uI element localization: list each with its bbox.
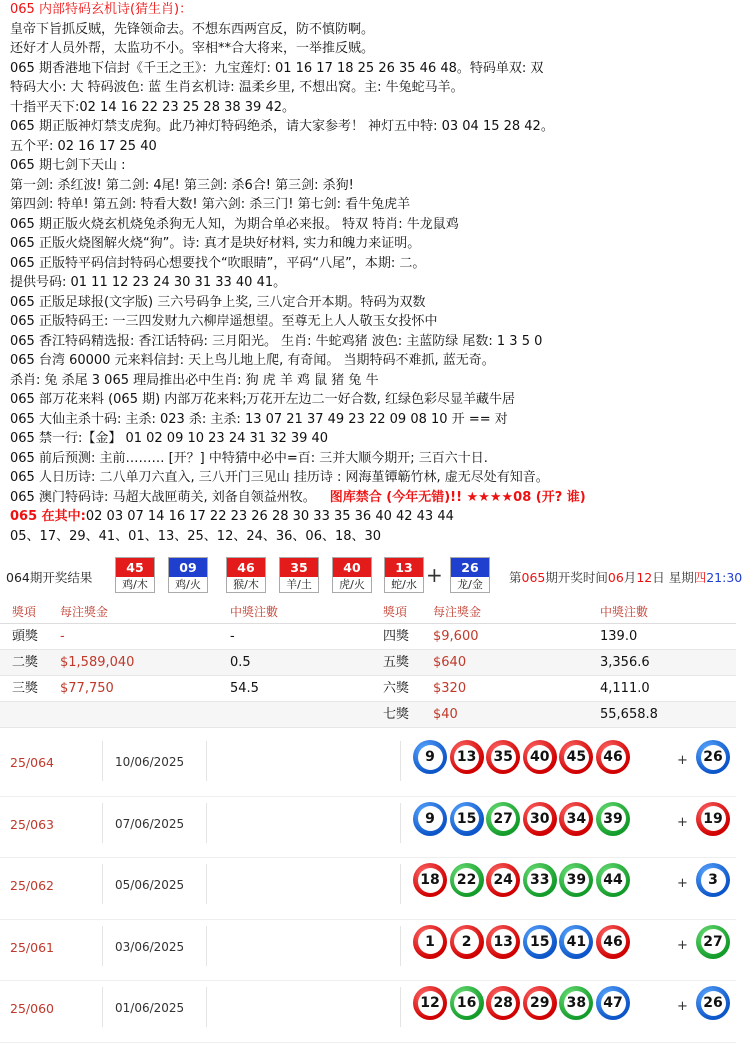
forecast-line-text: 02 03 07 14 16 17 22 23 26 28 30 33 35 36 40 42 43 44: [85, 509, 454, 524]
forecast-line: [10, 117, 730, 137]
prize-cell: -: [60, 629, 65, 644]
lottery-ball-number: 1: [418, 929, 443, 954]
plus-icon: +: [677, 814, 688, 830]
forecast-line: [10, 527, 730, 547]
plus-icon: +: [677, 999, 688, 1015]
column-divider: [102, 803, 103, 843]
prize-header-cell: 獎項: [383, 605, 408, 619]
lottery-ball-number: 3: [701, 868, 726, 893]
prize-cell: 七獎: [383, 707, 410, 722]
forecast-line-text: 第四剑: 特单! 第五剑: 特看大数! 第六剑: 杀三门! 第七剑: 看牛兔虎羊: [10, 197, 411, 212]
lottery-ball-number: 45: [564, 745, 589, 770]
lottery-ball: [450, 802, 484, 836]
column-divider: [102, 926, 103, 966]
lottery-ball: [450, 740, 484, 774]
forecast-line-text: 05、17、29、41、01、13、25、12、24、36、06、18、30: [10, 528, 382, 544]
draw-result-bar: [4, 557, 742, 595]
lottery-ball: [559, 802, 593, 836]
forecast-line: [10, 176, 730, 196]
prize-cell: $640: [433, 655, 467, 670]
forecast-line: [10, 137, 730, 157]
forecast-line: [10, 468, 730, 488]
lottery-ball: [450, 986, 484, 1020]
history-balls: [413, 863, 736, 907]
lottery-ball: [450, 925, 484, 959]
lottery-ball-number: 9: [418, 806, 443, 831]
result-ball-number: 09: [169, 558, 207, 577]
prize-table-row: [0, 624, 736, 650]
forecast-line-text: 特码大小: 大 特码波色: 蓝 生肖玄机诗: 温柔乡里, 不想出窝。主: 牛兔蛇马羊。: [10, 80, 464, 95]
column-divider: [400, 987, 401, 1027]
lottery-ball-number: 27: [701, 929, 726, 954]
special-ball-zodiac: 龙/金: [457, 578, 483, 591]
result-ball-tile: [168, 557, 208, 593]
forecast-line-text: 065 澳门特码诗: 马超大战匣萌关, 刘备自领益州牧。: [10, 489, 316, 505]
prize-cell: $9,600: [433, 629, 479, 644]
prize-cell: 4,111.0: [600, 681, 650, 696]
forecast-line: [10, 507, 730, 527]
lottery-ball-number: 33: [527, 868, 552, 893]
lottery-ball: [523, 986, 557, 1020]
prize-cell: 0.5: [230, 655, 251, 670]
prize-cell: $1,589,040: [60, 655, 135, 670]
draw-history-list: [0, 735, 736, 1043]
history-row: [0, 981, 736, 1043]
forecast-line: [10, 78, 730, 98]
history-date: 10/06/2025: [115, 755, 185, 769]
forecast-line-text: 皇帝下旨抓反贼，先锋领命去。不想东西两宫反，防不慎防啊。: [10, 21, 375, 37]
column-divider: [400, 926, 401, 966]
prize-header-cell: 每注獎金: [433, 605, 482, 619]
column-divider: [400, 803, 401, 843]
lottery-ball: [596, 986, 630, 1020]
column-divider: [206, 803, 207, 843]
lottery-ball: [486, 740, 520, 774]
lottery-ball: [413, 986, 447, 1020]
lottery-ball: [523, 925, 557, 959]
lottery-ball-number: 2: [454, 929, 479, 954]
forecast-line-text: 065 部万花来料 (065 期) 内部万花来料;万花开左边二一好合数, 红绿色彩尽显羊藏牛居: [10, 392, 515, 407]
result-ball-zodiac: 虎/火: [339, 578, 365, 591]
history-date: 01/06/2025: [115, 1001, 185, 1016]
forecast-line: [10, 390, 730, 410]
prize-header-cell: 中獎注數: [230, 605, 279, 619]
prize-table: [0, 600, 736, 728]
forecast-line-text: 五个平: 02 16 17 25 40: [10, 138, 157, 154]
column-divider: [206, 864, 207, 904]
lottery-ball: [523, 863, 557, 897]
forecast-line: [10, 59, 730, 79]
lottery-ball: [413, 802, 447, 836]
history-row: [0, 735, 736, 797]
forecast-line: [10, 351, 730, 371]
lottery-ball: [486, 802, 520, 836]
forecast-text-block: [10, 0, 730, 546]
draw-result-label: 064期开奖结果: [6, 570, 93, 585]
special-lottery-ball: [696, 925, 730, 959]
lottery-ball-number: 39: [564, 868, 589, 893]
history-balls: [413, 802, 736, 846]
forecast-line-text: 065 期正版火烧玄机烧兔杀狗无人知，为期合单必来报。 特双 特肖: 牛龙鼠鸡: [10, 216, 459, 232]
prize-cell: 頭獎: [12, 629, 39, 644]
forecast-line: [10, 156, 730, 176]
result-ball-number: 35: [280, 558, 318, 577]
lottery-ball-number: 15: [454, 806, 479, 831]
history-issue: 25/062: [10, 878, 54, 894]
result-ball-zodiac: 蛇/水: [391, 578, 417, 591]
prize-table-row: [0, 676, 736, 702]
special-lottery-ball: [696, 863, 730, 897]
forecast-line: [10, 98, 730, 118]
forecast-line: [10, 215, 730, 235]
result-ball-number: 46: [227, 558, 265, 577]
lottery-ball: [559, 986, 593, 1020]
lottery-ball-number: 40: [527, 745, 552, 770]
forecast-line: [10, 20, 730, 40]
forecast-line: [10, 0, 730, 20]
lottery-ball-number: 19: [701, 806, 726, 831]
prize-cell: 54.5: [230, 681, 259, 696]
lottery-ball: [523, 740, 557, 774]
lottery-ball: [486, 925, 520, 959]
result-ball-zodiac: 羊/土: [286, 578, 312, 591]
prize-table-row: [0, 702, 736, 728]
lottery-ball: [523, 802, 557, 836]
lottery-ball-number: 44: [601, 868, 626, 893]
forecast-line-text: 065 人日历诗: 二八单刀六直入, 三八开门三见山 挂历诗 : 网海堇镡簕竹林, 虚无尽处有知音。: [10, 470, 549, 485]
column-divider: [206, 987, 207, 1027]
lottery-ball-number: 34: [564, 806, 589, 831]
forecast-line-text: 065 前后预测: 主前……… [开？] 中特猜中必中=百: 三并大顺今期开; 三百六十日.: [10, 450, 488, 466]
lottery-ball-number: 38: [564, 991, 589, 1016]
forecast-line-text: 065 期七剑下天山 :: [10, 158, 126, 173]
plus-icon: +: [677, 876, 688, 892]
lottery-ball: [559, 925, 593, 959]
prize-cell: 三獎: [12, 681, 39, 696]
forecast-line-text: 065 香江特码精选报: 香江话特码: 三月阳光。 生肖: 牛蛇鸡猪 波色: 主蓝防绿 尾数: 1 3 5 0: [10, 333, 543, 349]
lottery-ball: [486, 863, 520, 897]
forecast-line-text: 065 台湾 60000 元来料信封: 天上鸟儿地上爬, 有奇闻。 当期特码不难抓, 蓝无奇。: [10, 353, 495, 368]
forecast-line-text: 杀肖: 兔 杀尾 3 065 理局推出必中生肖: 狗 虎 羊 鸡 鼠 猪 兔 牛: [10, 372, 379, 388]
lottery-ball: [559, 740, 593, 774]
prize-header-cell: 獎項: [12, 605, 37, 619]
prize-cell: 139.0: [600, 629, 638, 644]
lottery-ball-number: 13: [491, 929, 516, 954]
lottery-ball-number: 24: [491, 868, 516, 893]
history-row: [0, 858, 736, 920]
lottery-ball-number: 26: [701, 991, 726, 1016]
prize-cell: 二獎: [12, 655, 39, 670]
result-ball-tile: [226, 557, 266, 593]
lottery-ball-number: 15: [527, 929, 552, 954]
lottery-ball: [596, 740, 630, 774]
result-ball-tile: [279, 557, 319, 593]
result-ball-number: 45: [116, 558, 154, 577]
history-issue: 25/060: [10, 1001, 54, 1017]
plus-icon: +: [426, 563, 443, 587]
lottery-ball-number: 39: [601, 806, 626, 831]
forecast-line-text: 第一剑: 杀红波! 第二剑: 4尾! 第三剑: 杀6合! 第三剑: 杀狗!: [10, 177, 354, 193]
result-ball-number: 13: [385, 558, 423, 577]
history-issue: 25/064: [10, 755, 54, 770]
column-divider: [102, 987, 103, 1027]
forecast-line-highlight: 图库禁合 (今年无错)!! ★★★★08 (开? 谁): [329, 489, 586, 505]
lottery-ball: [596, 925, 630, 959]
forecast-line-text: 065 正版特平码信封特码心想要找个“吹眼睛”，平码“八尾”，本期: 二。: [10, 255, 426, 271]
prize-cell: 四獎: [383, 629, 410, 644]
special-ball-number: 26: [451, 558, 489, 577]
special-lottery-ball: [696, 740, 730, 774]
lottery-ball-number: 41: [564, 929, 589, 954]
lottery-ball-number: 22: [454, 868, 479, 893]
column-divider: [206, 741, 207, 781]
result-ball-number: 40: [333, 558, 371, 577]
forecast-line: [10, 488, 730, 508]
lottery-ball-number: 28: [491, 991, 516, 1016]
prize-cell: 3,356.6: [600, 655, 650, 670]
forecast-line-text: 065 内部特码玄机诗(猜生肖)：: [10, 2, 193, 17]
forecast-line-prefix: 065 在其中:: [10, 509, 86, 524]
forecast-line: [10, 273, 730, 293]
column-divider: [102, 864, 103, 904]
forecast-line-text: 065 大仙主杀十码: 主杀: 023 杀: 主杀: 13 07 21 37 49 23 22 09 08 10 开 == 对: [10, 411, 508, 427]
forecast-line: [10, 371, 730, 391]
forecast-line: [10, 312, 730, 332]
prize-header-cell: 每注獎金: [60, 605, 109, 619]
history-balls: [413, 925, 736, 969]
column-divider: [102, 741, 103, 781]
prize-cell: 五獎: [383, 655, 410, 670]
lottery-ball: [413, 925, 447, 959]
history-date: 07/06/2025: [115, 816, 185, 831]
history-balls: [413, 740, 736, 784]
prize-cell: $77,750: [60, 681, 114, 696]
history-balls: [413, 986, 736, 1030]
column-divider: [400, 864, 401, 904]
lottery-ball-number: 35: [491, 745, 516, 770]
lottery-ball: [450, 863, 484, 897]
forecast-line: [10, 254, 730, 274]
history-date: 03/06/2025: [115, 939, 185, 954]
column-divider: [206, 926, 207, 966]
forecast-line-text: 提供号码: 01 11 12 23 24 30 31 33 40 41。: [10, 275, 287, 290]
plus-icon: +: [677, 753, 688, 768]
forecast-line: [10, 429, 730, 449]
special-lottery-ball: [696, 986, 730, 1020]
lottery-ball-number: 47: [601, 991, 626, 1016]
lottery-ball: [486, 986, 520, 1020]
lottery-ball: [559, 863, 593, 897]
forecast-line: [10, 293, 730, 313]
lottery-ball-number: 27: [491, 806, 516, 831]
column-divider: [400, 741, 401, 781]
forecast-line-text: 065 期香港地下信封《千王之王》：九宝莲灯: 01 16 17 18 25 26 35 46 48。特码单双: 双: [10, 60, 544, 76]
lottery-ball-number: 9: [418, 745, 443, 770]
forecast-line-text: 065 正版特码王: 一三四发财九六柳岸遥想望。至尊无上人人敬玉女投怀中: [10, 314, 438, 329]
lottery-ball-number: 12: [418, 991, 443, 1016]
result-ball-tile: [384, 557, 424, 593]
lottery-ball-number: 30: [527, 806, 552, 831]
lottery-ball-number: 18: [418, 868, 443, 893]
forecast-line: [10, 234, 730, 254]
history-issue: 25/063: [10, 816, 54, 832]
result-ball-zodiac: 鸡/木: [122, 578, 148, 591]
lottery-ball: [596, 863, 630, 897]
forecast-line-text: 065 期正版神灯禁支虎狗。此乃神灯特码绝杀，请大家参考！ 神灯五中特: 03 04 15 28 42。: [10, 119, 554, 134]
prize-cell: -: [230, 629, 235, 644]
forecast-line-text: 065 禁一行:【金】 01 02 09 10 23 24 31 32 39 40: [10, 431, 329, 446]
prize-header-cell: 中獎注數: [600, 605, 649, 619]
result-ball-zodiac: 猴/木: [233, 578, 259, 591]
lottery-ball-number: 16: [454, 991, 479, 1016]
forecast-line: [10, 410, 730, 430]
lottery-ball: [596, 802, 630, 836]
lottery-ball-number: 26: [701, 745, 726, 770]
special-ball-tile: [450, 557, 490, 593]
lottery-ball: [413, 863, 447, 897]
prize-cell: $320: [433, 681, 467, 696]
result-ball-tile: [115, 557, 155, 593]
next-draw-info: 第065期开奖时间06月12日 星期四21:30: [509, 570, 742, 585]
history-date: 05/06/2025: [115, 878, 185, 893]
lottery-ball-number: 46: [601, 745, 626, 770]
forecast-line: [10, 332, 730, 352]
forecast-line-text: 还好才人员外帮，太监功不小。宰相**合大将来，一举推反贼。: [10, 41, 375, 56]
special-lottery-ball: [696, 802, 730, 836]
prize-cell: 六獎: [383, 681, 410, 696]
forecast-line: [10, 195, 730, 215]
prize-table-row: [0, 650, 736, 676]
forecast-line-text: 065 正版火烧图解火烧“狗”。诗: 真才是块好材料, 实力和魄力来证明。: [10, 236, 421, 251]
result-ball-tile: [332, 557, 372, 593]
forecast-line: [10, 39, 730, 59]
prize-cell: 55,658.8: [600, 707, 658, 722]
forecast-line-text: 065 正版足球报(文字版) 三六号码争上奖, 三八定合开本期。特码为双数: [10, 294, 426, 310]
plus-icon: +: [677, 937, 688, 953]
lottery-ball-number: 13: [454, 745, 479, 770]
forecast-line-text: 十指平天下:02 14 16 22 23 25 28 38 39 42。: [10, 99, 295, 115]
lottery-ball-number: 29: [527, 991, 552, 1016]
history-row: [0, 920, 736, 982]
history-row: [0, 797, 736, 859]
history-issue: 25/061: [10, 939, 54, 955]
lottery-ball-number: 46: [601, 929, 626, 954]
lottery-ball: [413, 740, 447, 774]
prize-table-header: [0, 600, 736, 624]
forecast-line: [10, 449, 730, 469]
prize-cell: $40: [433, 707, 458, 722]
result-ball-zodiac: 鸡/火: [175, 578, 201, 591]
